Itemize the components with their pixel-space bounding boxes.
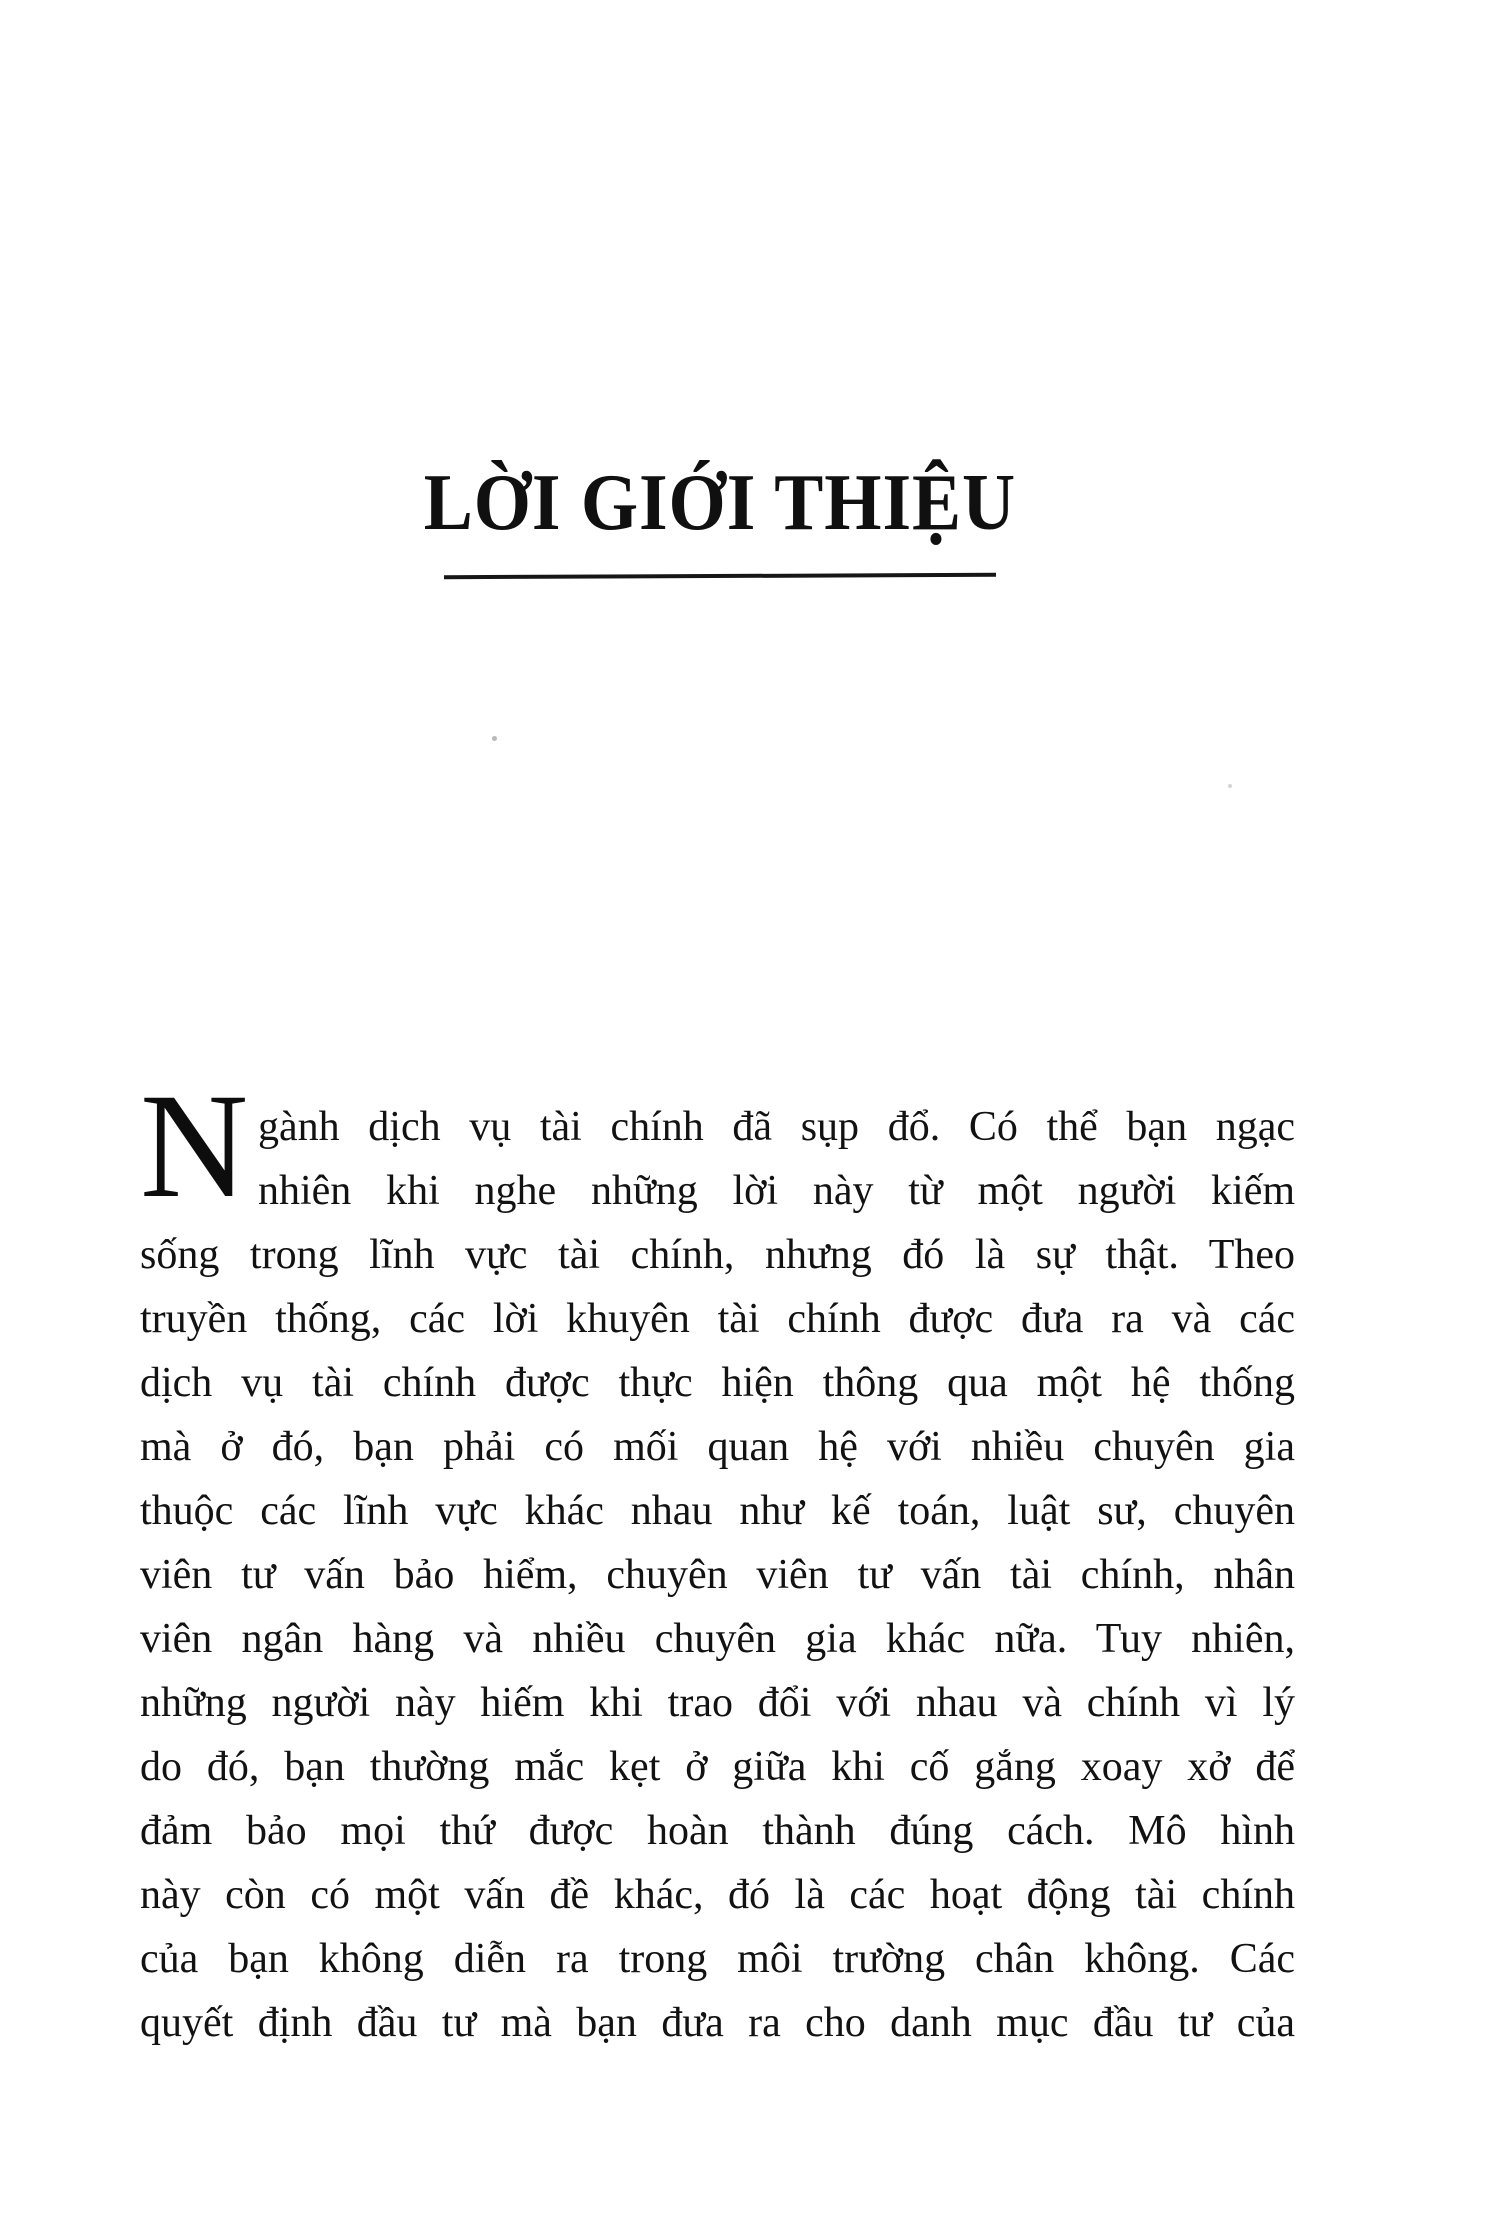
paragraph-line: truyền thống, các lời khuyên tài chính được đưa ra và các — [140, 1296, 1295, 1342]
paragraph-line: thuộc các lĩnh vực khác nhau như kế toán, luật sư, chuyên — [140, 1488, 1295, 1534]
paragraph-line: này còn có một vấn đề khác, đó là các hoạt động tài chính — [140, 1872, 1295, 1918]
paragraph-block — [140, 1063, 1295, 2055]
drop-cap-letter: N — [140, 1063, 249, 1229]
paragraph-line: viên ngân hàng và nhiều chuyên gia khác nữa. Tuy nhiên, — [140, 1616, 1295, 1662]
title-block — [140, 448, 1300, 578]
paragraph-line: quyết định đầu tư mà bạn đưa ra cho danh mục đầu tư của — [140, 2000, 1295, 2046]
chapter-title: LỜI GIỚI THIỆU — [423, 459, 1017, 547]
paragraph-line: của bạn không diễn ra trong môi trường chân không. Các — [140, 1936, 1295, 1982]
paragraph-line: sống trong lĩnh vực tài chính, nhưng đó là sự thật. Theo — [140, 1232, 1295, 1278]
scan-speck — [1228, 784, 1232, 788]
paragraph-line: viên tư vấn bảo hiểm, chuyên viên tư vấn tài chính, nhân — [140, 1552, 1295, 1598]
scan-speck — [492, 736, 497, 741]
title-divider-rule — [444, 573, 996, 579]
paragraph-line: gành dịch vụ tài chính đã sụp đổ. Có thể bạn ngạc — [258, 1104, 1295, 1150]
paragraph-line: mà ở đó, bạn phải có mối quan hệ với nhiều chuyên gia — [140, 1424, 1295, 1470]
paragraph-line: do đó, bạn thường mắc kẹt ở giữa khi cố gắng xoay xở để — [140, 1744, 1295, 1790]
paragraph-line: nhiên khi nghe những lời này từ một người kiếm — [258, 1168, 1295, 1214]
paragraph-line: đảm bảo mọi thứ được hoàn thành đúng cách. Mô hình — [140, 1808, 1295, 1854]
paragraph-line: những người này hiếm khi trao đổi với nhau và chính vì lý — [140, 1680, 1295, 1726]
paragraph-line: dịch vụ tài chính được thực hiện thông qua một hệ thống — [140, 1360, 1295, 1406]
